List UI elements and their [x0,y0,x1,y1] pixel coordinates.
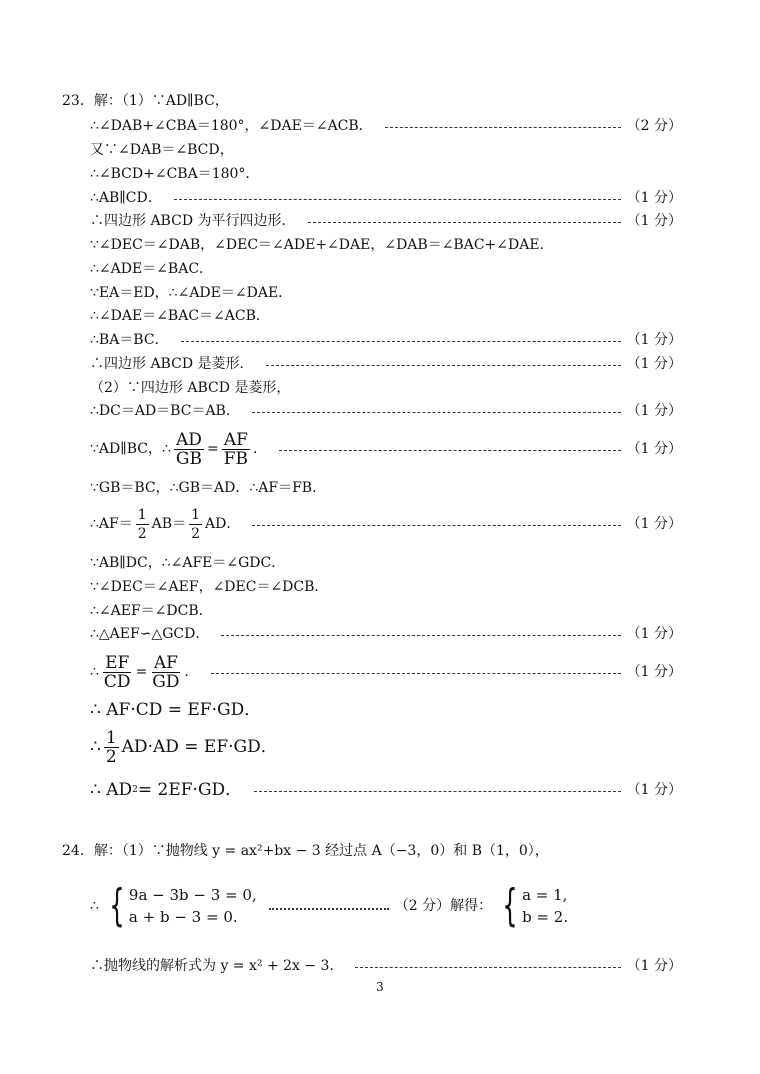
q23-line-gb: ∵GB＝BC，∴GB＝AD．∴AF＝FB． [90,480,327,496]
q23-ratio-line: ∴ $\frac{EF}{CD}$ = $\frac{AF}{GD}$ ． （1 分） [90,652,682,692]
q23-line-14: ∵AB∥DC，∴∠AFE＝∠GDC． [90,555,286,571]
fraction-half-2: $\frac{1}{2}$ [191,506,200,542]
q23-fraction-line: ∵AD∥BC，∴ $\frac{AD}{GB}$ = $\frac{AF}{FB}$ ． （1 分） [90,429,682,469]
q23-line-2: 又∵∠DAB＝∠BCD， [90,142,234,158]
q24-header: 24．解：（1）∵抛物线 y = ax²+bx − 3 经过点 A（−3，0）和 B（1，0）， [62,843,549,859]
left-brace-icon: { [502,880,518,931]
q23-line-15: ∵∠DEC＝∠AEF，∠DEC＝∠DCB． [90,579,329,595]
fraction-ef-cd: $\frac{EF}{CD}$ [103,652,131,692]
q24-system-line: ∴ { 9a − 3b − 3 = 0, a + b − 3 = 0. （2 分）解得： { a = 1, b = 2. [90,880,569,931]
left-brace-icon: { [109,880,125,931]
q23-half-line: ∴AF＝ $\frac{1}{2}$ AB＝ $\frac{1}{2}$ AD． （1 分） [90,506,682,542]
q23-product-line: ∴ AF·CD = EF·GD． [90,700,262,720]
q23-line-9: ∴∠DAE＝∠BAC＝∠ACB． [90,308,270,324]
fraction-af-gd: $\frac{AF}{GD}$ [152,652,180,692]
q23-header: 23．解：（1）∵AD∥BC， [62,93,229,109]
fraction-af-fb: $\frac{AF}{FB}$ [223,429,248,469]
q23-line-13: ∴DC＝AD＝BC＝AB． （1 分） [90,403,682,419]
q23-line-8: ∵EA＝ED，∴∠ADE＝∠DAE． [90,285,293,301]
q23-line-17: ∴△AEF∽△GCD． （1 分） [90,626,682,642]
q23-line-12: （2）∵四边形 ABCD 是菱形， [90,380,291,396]
q23-line-10: ∴BA＝BC． （1 分） [90,332,682,348]
solution-system: { a = 1, b = 2. [502,880,569,931]
q23-line-1: ∴∠DAB+∠CBA＝180°，∠DAE＝∠ACB． （2 分） [90,118,682,134]
q23-final-line: ∴ AD 2 = 2EF·GD． （1 分） [90,780,682,800]
fraction-ad-gb: $\frac{AD}{GB}$ [175,429,202,469]
q23-line-3: ∴∠BCD+∠CBA＝180°． [90,166,260,182]
fraction-half-3: $\frac{1}{2}$ [105,727,117,767]
q23-line-5: ∴四边形 ABCD 为平行四边形． （1 分） [90,213,682,229]
q23-line-4: ∴AB∥CD． （1 分） [90,190,682,206]
q23-line-6: ∵∠DEC＝∠DAB，∠DEC＝∠ADE+∠DAE，∠DAB＝∠BAC+∠DAE． [90,237,554,253]
q23-line-16: ∴∠AEF＝∠DCB． [90,603,213,619]
equation-system: { 9a − 3b − 3 = 0, a + b − 3 = 0. [109,880,257,931]
q24-result-line: ∴抛物线的解析式为 y = x² + 2x − 3． （1 分） [90,958,682,974]
q23-line-7: ∴∠ADE＝∠BAC． [90,261,214,277]
q23-half-product-line: ∴ $\frac{1}{2}$ AD·AD = EF·GD． [90,727,278,767]
q23-line-11: ∴四边形 ABCD 是菱形． （1 分） [90,356,682,372]
page-number: 3 [376,980,384,994]
fraction-half-1: $\frac{1}{2}$ [137,506,147,542]
